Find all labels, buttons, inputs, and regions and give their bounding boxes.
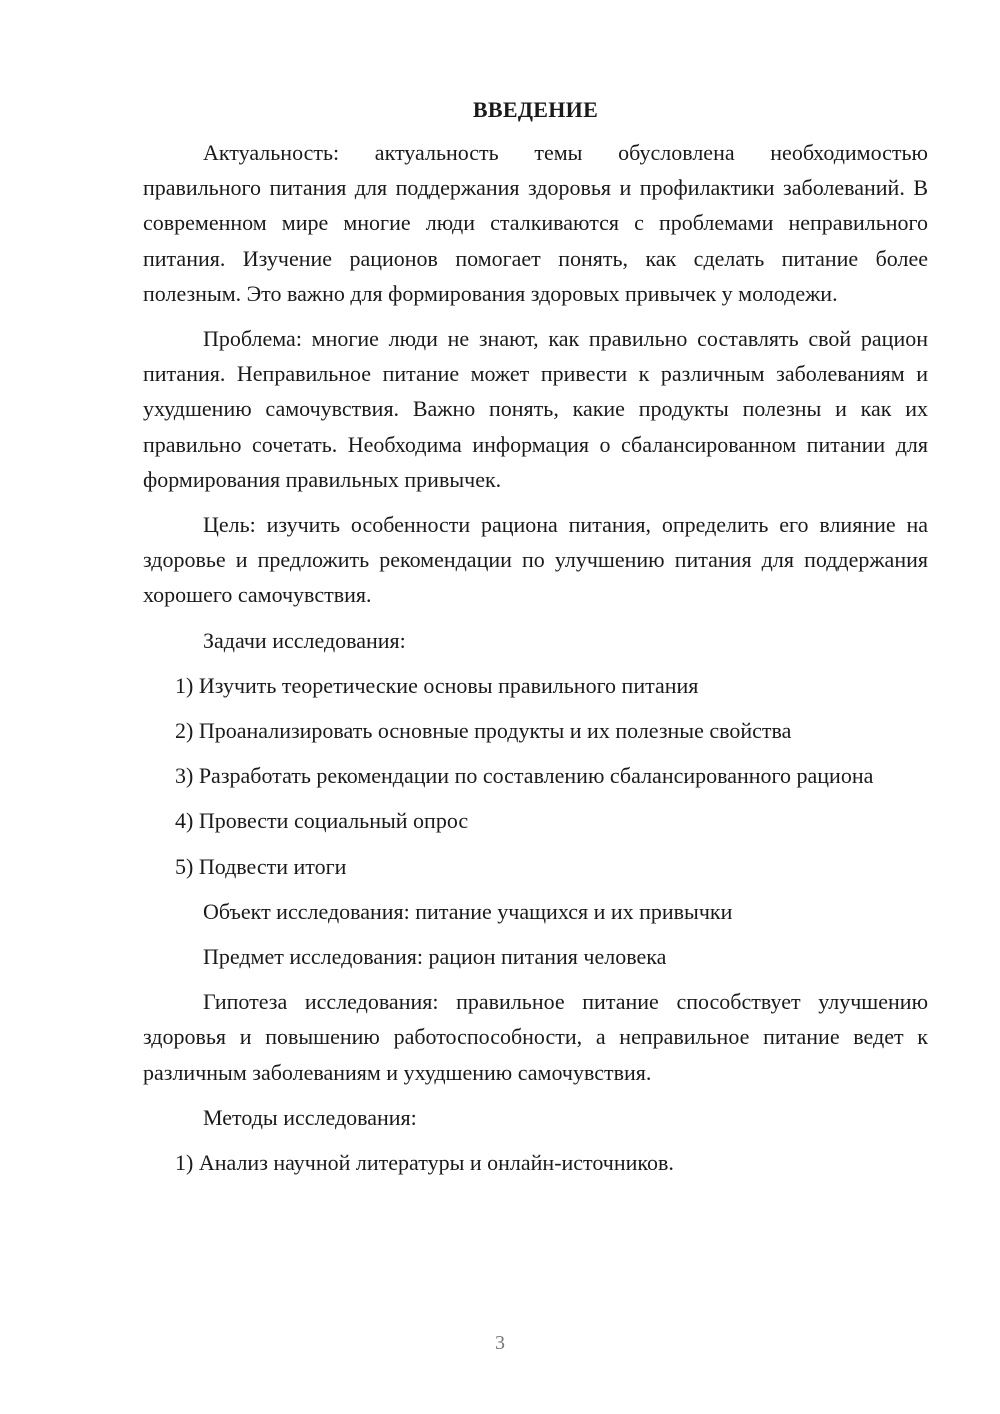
task-item: 4) Провести социальный опрос	[175, 808, 469, 834]
task-item: 1) Изучить теоретические основы правильного питания	[175, 672, 699, 698]
research-hypothesis: Гипотеза исследования: правильное питание способствует улучшению здоровья и повышению работоспособности, а неправильное питание ведет к различным заболеваниям и ухудшению самочувствия.	[143, 989, 928, 1085]
tasks-label: Задачи исследования:	[203, 627, 406, 653]
relevance-paragraph: Актуальность: актуальность темы обусловлена необходимостью правильного питания для поддержания здоровья и профилактики заболеваний. В современном мире многие люди сталкиваются с проблемами неправильного питания. Изучение рационов помогает понять, как сделать питание более полезным. Это важно для формирования здоровых привычек у молодежи.	[143, 140, 928, 306]
research-subject: Предмет исследования: рацион питания человека	[203, 944, 667, 970]
task-item: 5) Подвести итоги	[175, 853, 347, 879]
section-heading: ВВЕДЕНИЕ	[472, 97, 599, 122]
research-object: Объект исследования: питание учащихся и их привычки	[203, 898, 733, 924]
page-content	[143, 92, 928, 1190]
task-item: 3) Разработать рекомендации по составлению сбалансированного рациона	[175, 763, 874, 789]
task-item: 2) Проанализировать основные продукты и их полезные свойства	[175, 718, 792, 744]
method-item: 1) Анализ научной литературы и онлайн-источников.	[175, 1150, 674, 1176]
problem-paragraph: Проблема: многие люди не знают, как правильно составлять свой рацион питания. Неправильное питание может привести к различным заболеваниям и ухудшению самочувствия. Важно понять, какие продукты полезны и как их правильно сочетать. Необходима информация о сбалансированном питании для формирования правильных привычек.	[143, 326, 928, 492]
methods-label: Методы исследования:	[203, 1104, 417, 1130]
page-number: 3	[495, 1332, 505, 1354]
goal-paragraph: Цель: изучить особенности рациона питания, определить его влияние на здоровье и предложить рекомендации по улучшению питания для поддержания хорошего самочувствия.	[143, 512, 928, 608]
